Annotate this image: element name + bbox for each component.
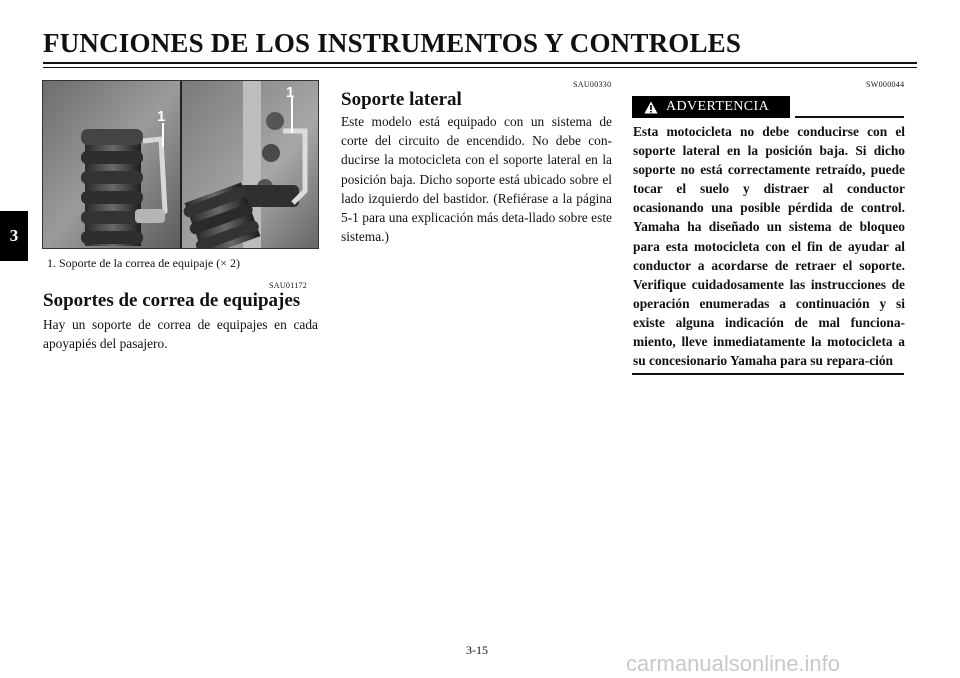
warning-label [632,96,790,118]
luggage-strap-holder-photo [42,80,319,249]
watermark-text: carmanualsonline.info [626,651,841,676]
photo-divider [180,81,182,248]
warning-text: Esta motocicleta no debe conducirse con el soporte lateral en la posición baja. Si dicho soporte no está correctamente retraído, puede tocar el suelo y distraer al conductor ocasionando una posible pérdida de control. Yamaha ha diseñado un sistema de bloqueo para esta motocicleta con el fin de ayudar al conductor a acordarse de retraer el soporte. Verifique cuidadosamente las instrucciones de operación enumeradas a continuación y si existe alguna indicación de mal funciona-miento, lleve inmediatamente la motocicleta a su concesionario Yamaha para su repara-ción [633,124,905,369]
photo-illustration [43,81,318,248]
warning-label-text: ADVERTENCIA [666,99,770,114]
warning-rule-top [795,116,904,118]
section-code-middle: SAU00330 [573,80,612,89]
section-body-sidestand: Este modelo está equipado con un sistema de corte del circuito de encendido. No debe con-ducirse la motocicleta con el soporte lateral en la posición baja. Dicho soporte está ubicado sobre el lado izquierdo del bastidor. (Refiérase a la página 5-1 para una explicación más deta-llado sobre este sistema.) [341,114,612,245]
warning-triangle-icon [644,101,658,114]
page-header-title: FUNCIONES DE LOS INSTRUMENTOS Y CONTROLES [43,28,742,58]
left-callout-number: 1 [157,108,166,125]
section-body-luggage: Hay un soporte de correa de equipajes en cada apoyapiés del pasajero. [43,317,318,352]
section-heading-sidestand: Soporte lateral [341,89,462,110]
chapter-tab-label: 3 [9,226,19,245]
left-shock-spring [81,129,143,246]
page-number: 3-15 [466,643,488,657]
chapter-tab [0,211,28,261]
section-heading-luggage: Soportes de correa de equipajes [43,290,301,311]
warning-rule-bottom [632,373,904,375]
right-callout-number: 1 [286,84,295,101]
header-rule-thin [43,67,917,68]
header-rule-thick [43,62,917,64]
section-code-left: SAU01172 [269,281,308,290]
figure-caption: 1. Soporte de la correa de equipaje (× 2) [47,256,241,270]
warning-code: SW000044 [866,80,905,89]
